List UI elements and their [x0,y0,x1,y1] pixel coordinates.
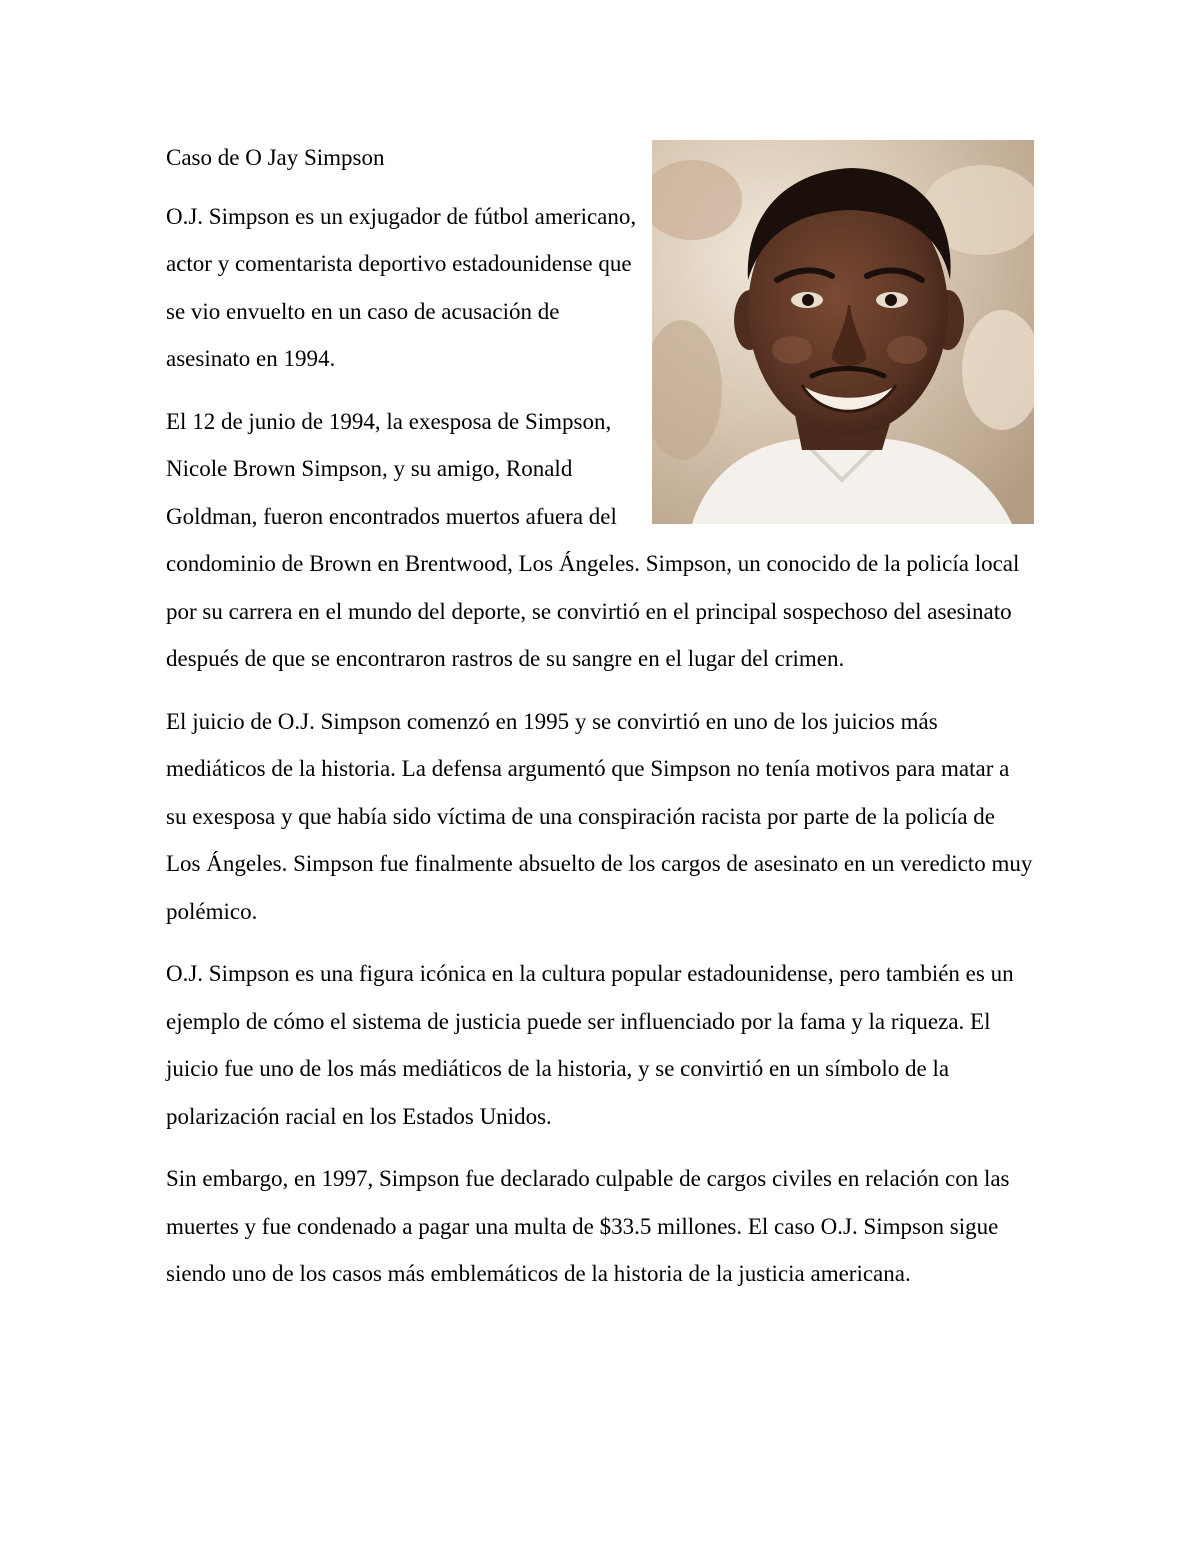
paragraph: O.J. Simpson es una figura icónica en la cultura popular estadounidense, pero también es un ejemplo de cómo el sistema de justicia puede ser influenciado por la fama y la riqueza. El juicio fue uno de los más mediáticos de la historia, y se convirtió en un símbolo de la polarización racial en los Estados Unidos. [166,961,1014,1129]
paragraph: O.J. Simpson es un exjugador de fútbol americano, actor y comentarista deportivo estadounidense que se vio envuelto en un caso de acusación de asesinato en 1994. [166,203,637,371]
document-body [166,134,1034,1313]
paragraph: El 12 de junio de 1994, la exesposa de Simpson, Nicole Brown Simpson, y su amigo, Ronald Goldman, fueron encontrados muertos afuera del condominio de Brown en Brentwood, Los Ángeles. Simpson, un conocido de la policía local por su carrera en el mundo del deporte, se convirtió en el principal sospechoso del asesinato después de que se encontraron rastros de su sangre en el lugar del crimen. [166,408,1020,671]
paragraph: El juicio de O.J. Simpson comenzó en 1995 y se convirtió en uno de los juicios más mediáticos de la historia. La defensa argumentó que Simpson no tenía motivos para matar a su exesposa y que había sido víctima de una conspiración racista por parte de la policía de Los Ángeles. Simpson fue finalmente absuelto de los cargos de asesinato en un veredicto muy polémico. [166,708,1033,924]
portrait-photo [652,140,1034,524]
paragraph: Sin embargo, en 1997, Simpson fue declarado culpable de cargos civiles en relación con las muertes y fue condenado a pagar una multa de $33.5 millones. El caso O.J. Simpson sigue siendo uno de los casos más emblemáticos de la historia de la justicia americana. [166,1166,1010,1286]
document-title: Caso de O Jay Simpson [166,145,385,170]
portrait-icon [652,140,1034,524]
